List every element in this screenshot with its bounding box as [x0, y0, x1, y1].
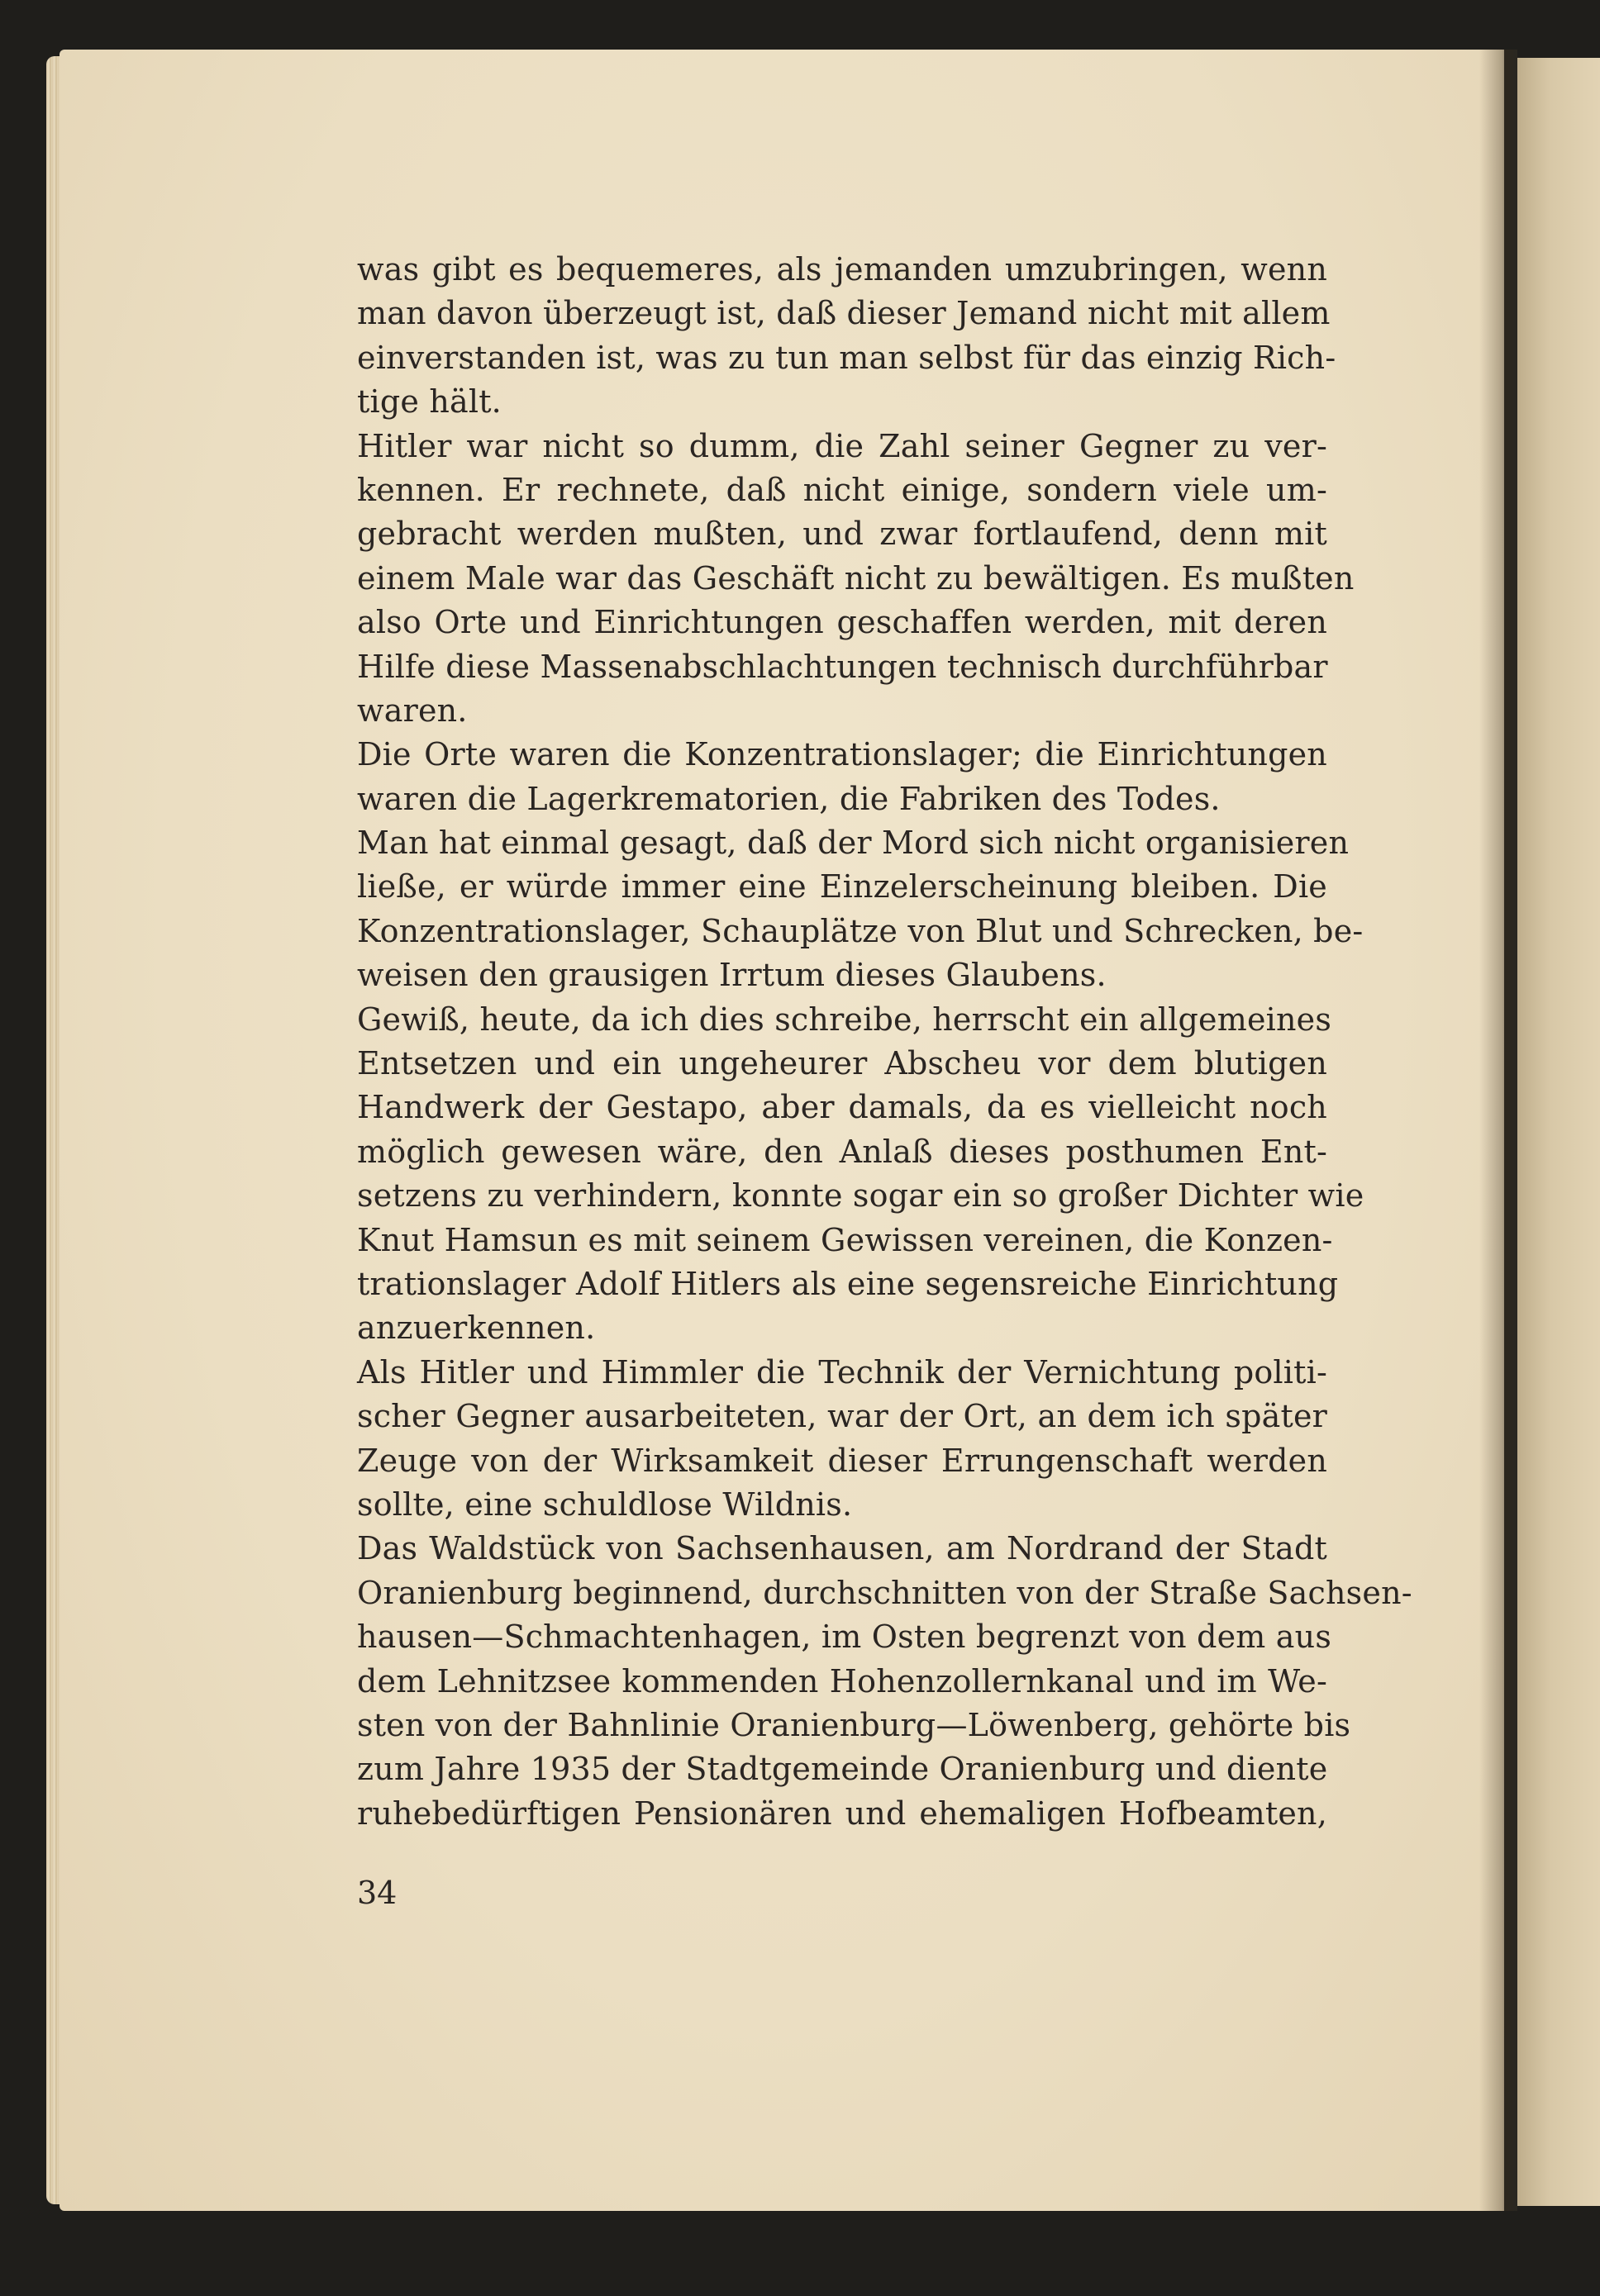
text-line: dem Lehnitzsee kommenden Hohenzollernkanal und im We-: [357, 1662, 1327, 1699]
facing-page-edge: [1517, 58, 1600, 2206]
text-line: einem Male war das Geschäft nicht zu bewältigen. Es mußten: [357, 559, 1355, 597]
text-line: Das Waldstück von Sachsenhausen, am Nordrand der Stadt: [357, 1530, 1327, 1567]
text-line: Handwerk der Gestapo, aber damals, da es vielleicht noch: [357, 1089, 1327, 1126]
text-line: Oranienburg beginnend, durchschnitten von der Straße Sachsen-: [357, 1574, 1412, 1611]
text-line: scher Gegner ausarbeiteten, war der Ort, an dem ich später: [357, 1398, 1327, 1435]
text-line: anzuerkennen.: [357, 1310, 596, 1347]
text-line: Konzentrationslager, Schauplätze von Blut und Schrecken, be-: [357, 912, 1364, 949]
body-text: [357, 248, 1412, 1836]
text-line: weisen den grausigen Irrtum dieses Glaubens.: [357, 957, 1107, 994]
text-line: Hilfe diese Massenabschlachtungen technisch durchführbar: [357, 648, 1328, 685]
binding-gutter: [1479, 50, 1517, 2211]
page-number: 34: [357, 1875, 398, 1911]
text-line: Hitler war nicht so dumm, die Zahl seiner Gegner zu ver-: [357, 427, 1327, 464]
text-line: Zeuge von der Wirksamkeit dieser Errungenschaft werden: [357, 1442, 1327, 1479]
text-line: möglich gewesen wäre, den Anlaß dieses posthumen Ent-: [357, 1133, 1327, 1170]
text-line: trationslager Adolf Hitlers als eine segensreiche Einrichtung: [357, 1265, 1339, 1302]
text-line: waren.: [357, 692, 468, 729]
text-line: einverstanden ist, was zu tun man selbst für das einzig Rich-: [357, 339, 1336, 376]
text-line: Als Hitler und Himmler die Technik der Vernichtung politi-: [357, 1353, 1327, 1390]
text-line: ruhebedürftigen Pensionären und ehemaligen Hofbeamten,: [357, 1794, 1327, 1832]
text-line: waren die Lagerkrematorien, die Fabriken des Todes.: [357, 780, 1221, 817]
text-line: Die Orte waren die Konzentrationslager; die Einrichtungen: [357, 736, 1327, 773]
text-line: also Orte und Einrichtungen geschaffen werden, mit deren: [357, 604, 1327, 641]
text-line: hausen—Schmachtenhagen, im Osten begrenzt von dem aus: [357, 1619, 1332, 1656]
text-line: gebracht werden mußten, und zwar fortlaufend, denn mit: [357, 516, 1327, 553]
text-line: man davon überzeugt ist, daß dieser Jemand nicht mit allem: [357, 295, 1331, 332]
text-line: ließe, er würde immer eine Einzelerscheinung bleiben. Die: [357, 868, 1327, 906]
text-line: Knut Hamsun es mit seinem Gewissen vereinen, die Konzen-: [357, 1221, 1333, 1258]
text-line: zum Jahre 1935 der Stadtgemeinde Oranienburg und diente: [357, 1751, 1328, 1788]
text-line: Man hat einmal gesagt, daß der Mord sich nicht organisieren: [357, 825, 1350, 862]
text-line: sollte, eine schuldlose Wildnis.: [357, 1486, 853, 1523]
text-line: setzens zu verhindern, konnte sogar ein so großer Dichter wie: [357, 1177, 1364, 1215]
text-line: was gibt es bequemeres, als jemanden umzubringen, wenn: [357, 251, 1327, 288]
text-line: tige hält.: [357, 383, 502, 421]
text-line: Gewiß, heute, da ich dies schreibe, herrscht ein allgemeines: [357, 1001, 1332, 1038]
text-line: sten von der Bahnlinie Oranienburg—Löwenberg, gehörte bis: [357, 1706, 1351, 1743]
text-line: Entsetzen und ein ungeheurer Abscheu vor dem blutigen: [357, 1045, 1327, 1082]
text-line: kennen. Er rechnete, daß nicht einige, sondern viele um-: [357, 471, 1327, 508]
